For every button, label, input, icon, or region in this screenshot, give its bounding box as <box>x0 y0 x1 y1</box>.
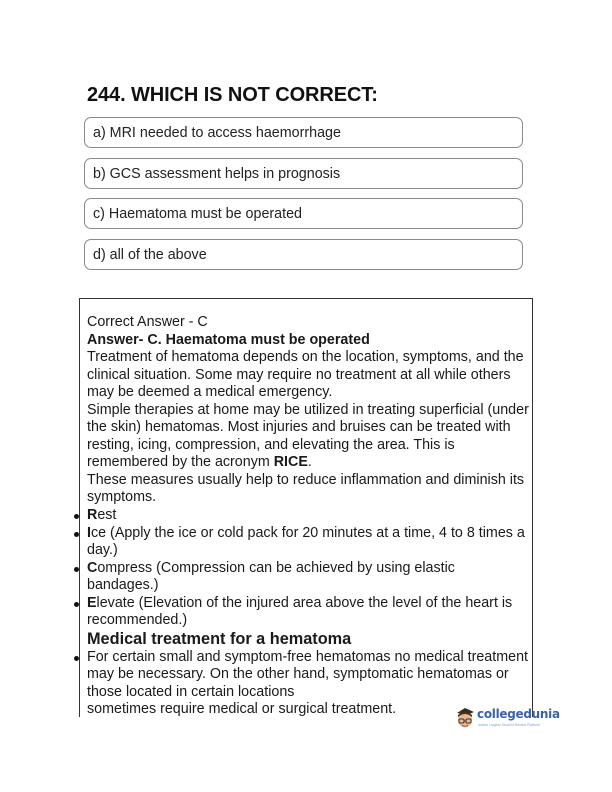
paragraph-2-text: Simple therapies at home may be utilized in treating superficial (under the skin) hematomas. Most injuries and bruises can be treated with resting, icing, compression, and elevating the area. This is remembered by the acronym <box>87 401 529 471</box>
rice-letter: C <box>87 559 98 576</box>
rice-text: ce (Apply the ice or cold pack for 20 minutes at a time, 4 to 8 times a day.) <box>87 524 525 559</box>
collegedunia-logo <box>455 705 560 733</box>
rice-acronym: RICE <box>273 454 308 471</box>
mascot-icon <box>455 707 475 729</box>
bullet-icon <box>74 602 79 607</box>
rice-letter: R <box>87 507 98 524</box>
rice-text: est <box>97 507 117 524</box>
correct-answer-line: Correct Answer - C <box>87 314 208 330</box>
explanation-paragraph-1: Treatment of hematoma depends on the location, symptoms, and the clinical situation. Some may require no treatment at all while others may be deemed a medical emergency. <box>87 349 524 401</box>
rice-item-ice <box>87 525 529 560</box>
option-a[interactable]: a) MRI needed to access haemorrhage <box>84 117 523 148</box>
bullet-icon <box>74 656 79 661</box>
rice-item-rest <box>87 507 529 525</box>
paragraph-2-end: . <box>307 454 312 471</box>
option-d[interactable]: d) all of the above <box>84 239 523 270</box>
question-title: 244. WHICH IS NOT CORRECT: <box>87 84 378 106</box>
option-b[interactable]: b) GCS assessment helps in prognosis <box>84 158 523 189</box>
answer-heading: Answer- C. Haematoma must be operated <box>87 331 370 348</box>
medical-trailing-text: sometimes require medical or surgical treatment. <box>87 701 397 718</box>
rice-text: levate (Elevation of the injured area above the level of the heart is recommended.) <box>87 594 513 629</box>
rice-item-elevate <box>87 595 529 630</box>
bullet-icon <box>74 567 79 572</box>
medical-treatment-heading: Medical treatment for a hematoma <box>87 629 352 648</box>
medical-text: For certain small and symptom-free hematomas no medical treatment may be necessary. On the other hand, symptomatic hematomas or those located in certain locations <box>87 648 528 700</box>
medical-list <box>87 649 529 702</box>
logo-tagline: India's Largest Student Review Platform <box>478 723 541 727</box>
rice-letter: E <box>87 594 97 611</box>
rice-item-compress <box>87 560 529 595</box>
rice-list <box>87 507 529 630</box>
explanation-paragraph-2 <box>87 402 529 472</box>
rice-text: ompress (Compression can be achieved by using elastic bandages.) <box>87 559 455 594</box>
bullet-icon <box>74 514 79 519</box>
logo-name: collegedunia <box>477 707 560 721</box>
rice-letter: I <box>87 524 91 541</box>
bullet-icon <box>74 532 79 537</box>
medical-item <box>87 649 529 702</box>
explanation-paragraph-3: These measures usually help to reduce inflammation and diminish its symptoms. <box>87 471 525 506</box>
option-c[interactable]: c) Haematoma must be operated <box>84 198 523 229</box>
answer-explanation <box>87 314 529 719</box>
